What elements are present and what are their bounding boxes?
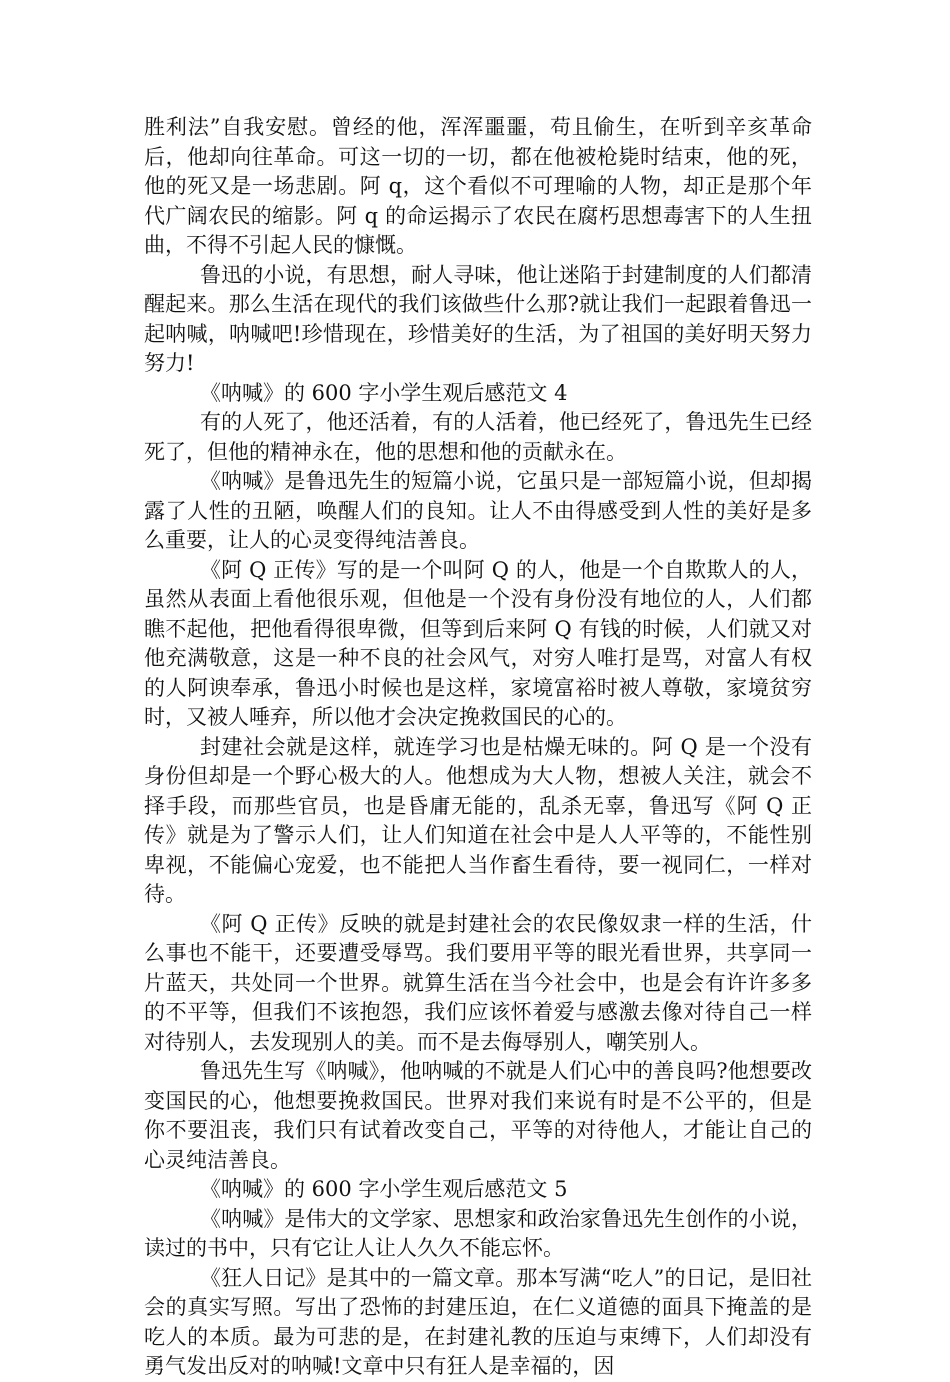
paragraph: 胜利法”自我安慰。曾经的他，浑浑噩噩，苟且偷生，在听到辛亥革命后，他却向往革命。可这一切的一切，都在他被枪毙时结束，他的死，他的死又是一场悲剧。阿 q，这个看似不可理喻的人物，却正是那个年代广阔农民的缩影。阿 q 的命运揭示了农民在腐朽思想毒害下的人生扭曲，不得不引起人民的慷慨。 [144, 115, 812, 257]
paragraph: 《呐喊》是鲁迅先生的短篇小说，它虽只是一部短篇小说，但却揭露了人性的丑陋，唤醒人们的良知。让人不由得感受到人性的美好是多么重要，让人的心灵变得纯洁善良。 [144, 469, 812, 552]
paragraph: 封建社会就是这样，就连学习也是枯燥无味的。阿 Q 是一个没有身份但却是一个野心极大的人。他想成为大人物，想被人关注，就会不择手段，而那些官员，也是昏庸无能的，乱杀无辜，鲁迅写《阿 Q 正传》就是为了警示人们，让人们知道在社会中是人人平等的，不能性别卑视，不能偏心宠爱，也不能把人当作畜生看待，要一视同仁，一样对待。 [144, 734, 812, 906]
paragraph: 《阿 Q 正传》写的是一个叫阿 Q 的人，他是一个自欺欺人的人，虽然从表面上看他很乐观，但他是一个没有身份没有地位的人，人们都瞧不起他，把他看得很卑微，但等到后来阿 Q 有钱的时候，人们就又对他充满敬意，这是一种不良的社会风气，对穷人唯打是骂，对富人有权的人阿谀奉承，鲁迅小时候也是这样，家境富裕时被人尊敬，家境贫穷时，又被人唾弃，所以他才会决定挽救国民的心的。 [144, 557, 812, 729]
paragraph: 《狂人日记》是其中的一篇文章。那本写满“吃人”的日记，是旧社会的真实写照。写出了恐怖的封建压迫，在仁义道德的面具下掩盖的是吃人的本质。最为可悲的是，在封建礼教的压迫与束缚下，人们却没有勇气发出反对的呐喊!文章中只有狂人是幸福的，因 [144, 1265, 812, 1378]
paragraph: 有的人死了，他还活着，有的人活着，他已经死了，鲁迅先生已经死了，但他的精神永在，他的思想和他的贡献永在。 [144, 410, 812, 464]
paragraph: 鲁迅先生写《呐喊》，他呐喊的不就是人们心中的善良吗?他想要改变国民的心，他想要挽救国民。世界对我们来说有时是不公平的，但是你不要沮丧，我们只有试着改变自己，平等的对待他人，才能让自己的心灵纯洁善良。 [144, 1059, 812, 1172]
section-heading: 《呐喊》的 600 字小学生观后感范文 4 [200, 380, 568, 405]
paragraph: 《呐喊》是伟大的文学家、思想家和政治家鲁迅先生创作的小说，读过的书中，只有它让人让人久久不能忘怀。 [144, 1206, 812, 1260]
section-heading: 《呐喊》的 600 字小学生观后感范文 5 [200, 1177, 568, 1201]
document-body [144, 113, 812, 1382]
paragraph: 《阿 Q 正传》反映的就是封建社会的农民像奴隶一样的生活，什么事也不能干，还要遭受辱骂。我们要用平等的眼光看世界，共享同一片蓝天，共处同一个世界。就算生活在当今社会中，也是会有许许多多的不平等，但我们不该抱怨，我们应该怀着爱与感激去像对待自己一样对待别人，去发现别人的美。而不是去侮辱别人，嘲笑别人。 [144, 911, 812, 1054]
paragraph: 鲁迅的小说，有思想，耐人寻味，他让迷陷于封建制度的人们都清醒起来。那么生活在现代的我们该做些什么那?就让我们一起跟着鲁迅一起呐喊，呐喊吧!珍惜现在，珍惜美好的生活，为了祖国的美好明天努力努力! [144, 262, 812, 375]
